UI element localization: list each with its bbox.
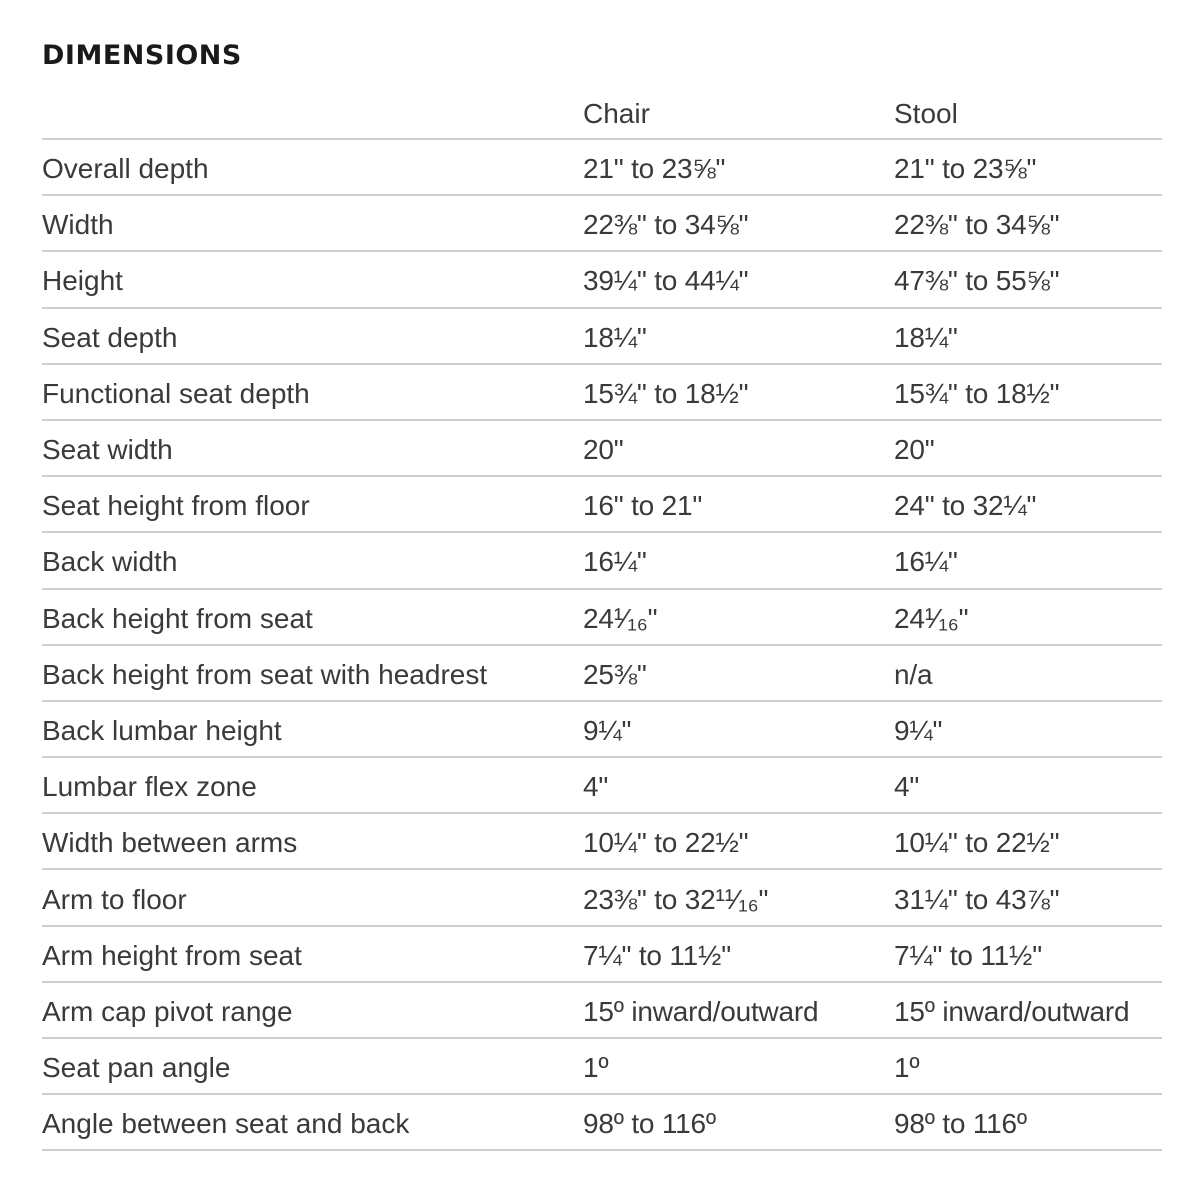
row-label: Back height from seat — [42, 589, 583, 645]
stool-value: 15º inward/outward — [894, 982, 1162, 1038]
table-row — [42, 869, 1162, 925]
row-label: Seat width — [42, 420, 583, 476]
row-label: Width between arms — [42, 813, 583, 869]
table-row — [42, 982, 1162, 1038]
stool-value: 10¼" to 22½" — [894, 813, 1162, 869]
row-label: Arm to floor — [42, 869, 583, 925]
table-row — [42, 308, 1162, 364]
stool-value: 9¼" — [894, 701, 1162, 757]
chair-value: 98º to 116º — [583, 1094, 894, 1150]
stool-value: 16¼" — [894, 532, 1162, 588]
table-row — [42, 701, 1162, 757]
chair-value: 9¼" — [583, 701, 894, 757]
row-label: Back lumbar height — [42, 701, 583, 757]
dimensions-table — [42, 84, 1162, 1151]
chair-value: 39¼" to 44¼" — [583, 251, 894, 307]
chair-value: 15º inward/outward — [583, 982, 894, 1038]
chair-value: 18¼" — [583, 308, 894, 364]
chair-value: 20" — [583, 420, 894, 476]
table-row — [42, 926, 1162, 982]
row-label: Overall depth — [42, 139, 583, 195]
stool-value: 20" — [894, 420, 1162, 476]
stool-value: 1º — [894, 1038, 1162, 1094]
table-row — [42, 757, 1162, 813]
chair-value: 21" to 23⅝" — [583, 139, 894, 195]
stool-value: 4" — [894, 757, 1162, 813]
table-row — [42, 589, 1162, 645]
table-row — [42, 1038, 1162, 1094]
stool-value: 31¼" to 43⅞" — [894, 869, 1162, 925]
stool-value: 15¾" to 18½" — [894, 364, 1162, 420]
table-row — [42, 1094, 1162, 1150]
column-header-label — [42, 84, 583, 139]
chair-value: 16¼" — [583, 532, 894, 588]
row-label: Height — [42, 251, 583, 307]
table-row — [42, 476, 1162, 532]
chair-value: 10¼" to 22½" — [583, 813, 894, 869]
chair-value: 25⅜" — [583, 645, 894, 701]
stool-value: 7¼" to 11½" — [894, 926, 1162, 982]
chair-value: 22⅜" to 34⅝" — [583, 195, 894, 251]
chair-value: 16" to 21" — [583, 476, 894, 532]
row-label: Angle between seat and back — [42, 1094, 583, 1150]
table-row — [42, 813, 1162, 869]
row-label: Functional seat depth — [42, 364, 583, 420]
row-label: Seat height from floor — [42, 476, 583, 532]
stool-value: n/a — [894, 645, 1162, 701]
row-label: Lumbar flex zone — [42, 757, 583, 813]
chair-value: 24¹⁄₁₆" — [583, 589, 894, 645]
chair-value: 7¼" to 11½" — [583, 926, 894, 982]
table-row — [42, 195, 1162, 251]
row-label: Arm height from seat — [42, 926, 583, 982]
stool-value: 24" to 32¼" — [894, 476, 1162, 532]
table-row — [42, 139, 1162, 195]
row-label: Seat pan angle — [42, 1038, 583, 1094]
chair-value: 23⅜" to 32¹¹⁄₁₆" — [583, 869, 894, 925]
table-row — [42, 251, 1162, 307]
table-row — [42, 420, 1162, 476]
row-label: Arm cap pivot range — [42, 982, 583, 1038]
chair-value: 1º — [583, 1038, 894, 1094]
stool-value: 18¼" — [894, 308, 1162, 364]
table-row — [42, 364, 1162, 420]
chair-value: 15¾" to 18½" — [583, 364, 894, 420]
table-row — [42, 532, 1162, 588]
stool-value: 47⅜" to 55⅝" — [894, 251, 1162, 307]
table-header-row — [42, 84, 1162, 139]
stool-value: 21" to 23⅝" — [894, 139, 1162, 195]
stool-value: 98º to 116º — [894, 1094, 1162, 1150]
row-label: Seat depth — [42, 308, 583, 364]
row-label: Back height from seat with headrest — [42, 645, 583, 701]
column-header-stool: Stool — [894, 84, 1162, 139]
row-label: Width — [42, 195, 583, 251]
stool-value: 22⅜" to 34⅝" — [894, 195, 1162, 251]
column-header-chair: Chair — [583, 84, 894, 139]
chair-value: 4" — [583, 757, 894, 813]
page-title: DIMENSIONS — [42, 40, 242, 71]
stool-value: 24¹⁄₁₆" — [894, 589, 1162, 645]
table-row — [42, 645, 1162, 701]
row-label: Back width — [42, 532, 583, 588]
